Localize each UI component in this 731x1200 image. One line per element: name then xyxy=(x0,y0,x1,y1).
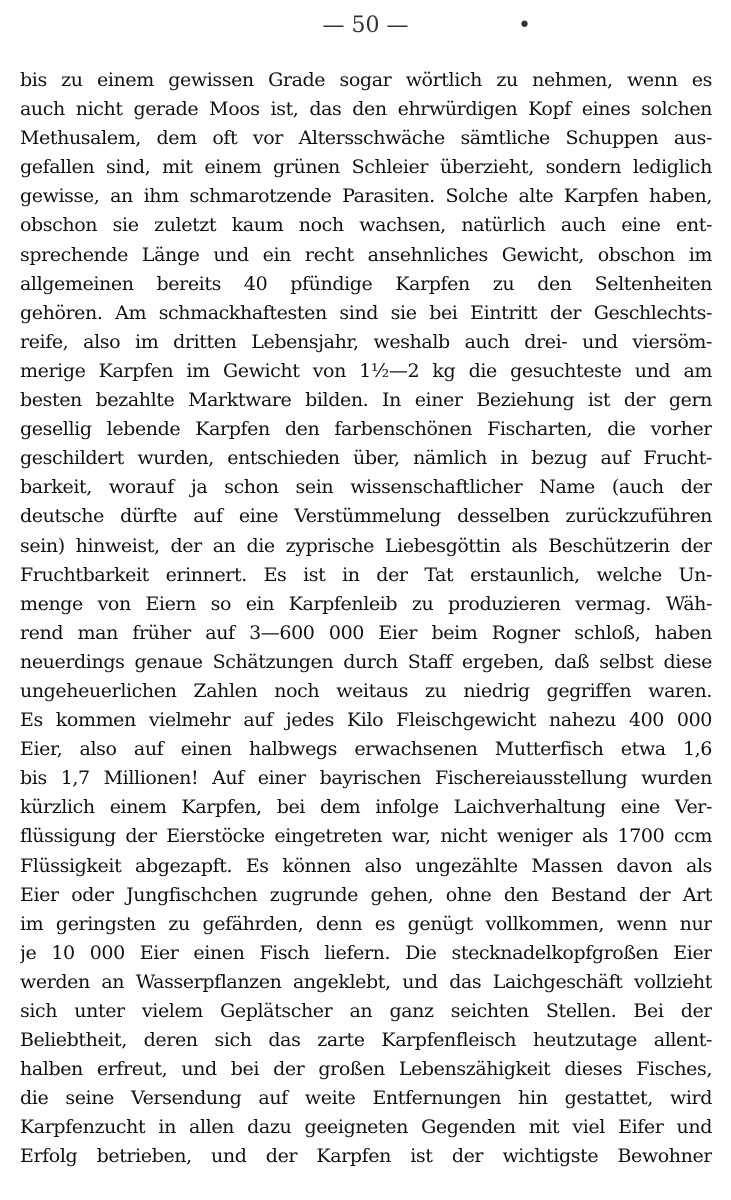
text-line: geschildert wurden, entschieden über, nämlich in bezug auf Frucht- xyxy=(20,447,712,470)
text-line: gewisse, an ihm schmarotzende Parasiten. Solche alte Karpfen haben, xyxy=(20,185,712,208)
text-line: werden an Wasserpflanzen angeklebt, und das Laichgeschäft vollzieht xyxy=(20,970,712,993)
text-line: obschon sie zuletzt kaum noch wachsen, natürlich auch eine ent- xyxy=(20,214,712,237)
text-line: bis 1,7 Millionen! Auf einer bayrischen Fischereiausstellung wurden xyxy=(20,767,712,790)
text-line: gefallen sind, mit einem grünen Schleier überzieht, sondern lediglich xyxy=(20,156,712,179)
text-line: sprechende Länge und ein recht ansehnliches Gewicht, obschon im xyxy=(20,243,712,266)
text-line: Flüssigkeit abgezapft. Es können also ungezählte Massen davon als xyxy=(20,854,712,877)
text-line: barkeit, worauf ja schon sein wissenschaftlicher Name (auch der xyxy=(20,476,712,499)
text-line: Erfolg betrieben, und der Karpfen ist der wichtigste Bewohner xyxy=(20,1145,712,1168)
text-line: Eier, also auf einen halbwegs erwachsenen Mutterfisch etwa 1,6 xyxy=(20,738,712,761)
text-line: menge von Eiern so ein Karpfenleib zu produzieren vermag. Wäh- xyxy=(20,592,712,615)
text-line: merige Karpfen im Gewicht von 1½—2 kg die gesuchteste und am xyxy=(20,359,712,382)
text-line: gesellig lebende Karpfen den farbenschönen Fischarten, die vorher xyxy=(20,418,712,441)
text-line: gehören. Am schmackhaftesten sind sie bei Eintritt der Geschlechts- xyxy=(20,301,712,324)
text-line: Beliebtheit, deren sich das zarte Karpfenfleisch heutzutage allent- xyxy=(20,1029,712,1052)
text-line: im geringsten zu gefährden, denn es genügt vollkommen, wenn nur xyxy=(20,912,712,935)
text-line: neuerdings genaue Schätzungen durch Staff ergeben, daß selbst diese xyxy=(20,650,712,673)
text-line: bis zu einem gewissen Grade sogar wörtlich zu nehmen, wenn es xyxy=(20,69,712,91)
text-line: sein) hinweist, der an die zyprische Liebesgöttin als Beschützerin der xyxy=(20,534,712,557)
text-line: allgemeinen bereits 40 pfündige Karpfen zu den Seltenheiten xyxy=(20,272,712,295)
text-line: kürzlich einem Karpfen, bei dem infolge Laichverhaltung eine Ver- xyxy=(20,796,712,819)
text-line: rend man früher auf 3—600 000 Eier beim Rogner schloß, haben xyxy=(20,621,712,644)
text-line: sich unter vielem Geplätscher an ganz seichten Stellen. Bei der xyxy=(20,1000,712,1022)
text-line: ungeheuerlichen Zahlen noch weitaus zu niedrig gegriffen waren. xyxy=(20,679,712,702)
body-text xyxy=(20,66,712,1172)
text-line: Es kommen vielmehr auf jedes Kilo Fleischgewicht nahezu 400 000 xyxy=(20,709,712,732)
text-line: die seine Versendung auf weite Entfernungen hin gestattet, wird xyxy=(20,1087,712,1110)
text-line: reife, also im dritten Lebensjahr, weshalb auch drei- und viersöm- xyxy=(20,330,712,353)
text-line: flüssigung der Eierstöcke eingetreten war, nicht weniger als 1700 ccm xyxy=(20,825,712,848)
header-mark: • xyxy=(518,13,531,38)
page-header xyxy=(0,8,731,44)
text-line: deutsche dürfte auf eine Verstümmelung desselben zurückzuführen xyxy=(20,505,712,528)
text-line: Karpfenzucht in allen dazu geeigneten Gegenden mit viel Eifer und xyxy=(20,1116,712,1139)
text-line: Fruchtbarkeit erinnert. Es ist in der Tat erstaunlich, welche Un- xyxy=(20,563,712,586)
text-line: Eier oder Jungfischchen zugrunde gehen, ohne den Bestand der Art xyxy=(20,883,712,906)
text-line: besten bezahlte Marktware bilden. In einer Beziehung ist der gern xyxy=(20,389,712,412)
text-line: Methusalem, dem oft vor Altersschwäche sämtliche Schuppen aus- xyxy=(20,127,712,150)
text-line: auch nicht gerade Moos ist, das den ehrwürdigen Kopf eines solchen xyxy=(20,98,712,121)
page-number: — 50 — xyxy=(322,13,409,38)
text-line: je 10 000 Eier einen Fisch liefern. Die stecknadelkopfgroßen Eier xyxy=(20,941,712,964)
text-line: halben erfreut, und bei der großen Lebenszähigkeit dieses Fisches, xyxy=(20,1058,712,1081)
